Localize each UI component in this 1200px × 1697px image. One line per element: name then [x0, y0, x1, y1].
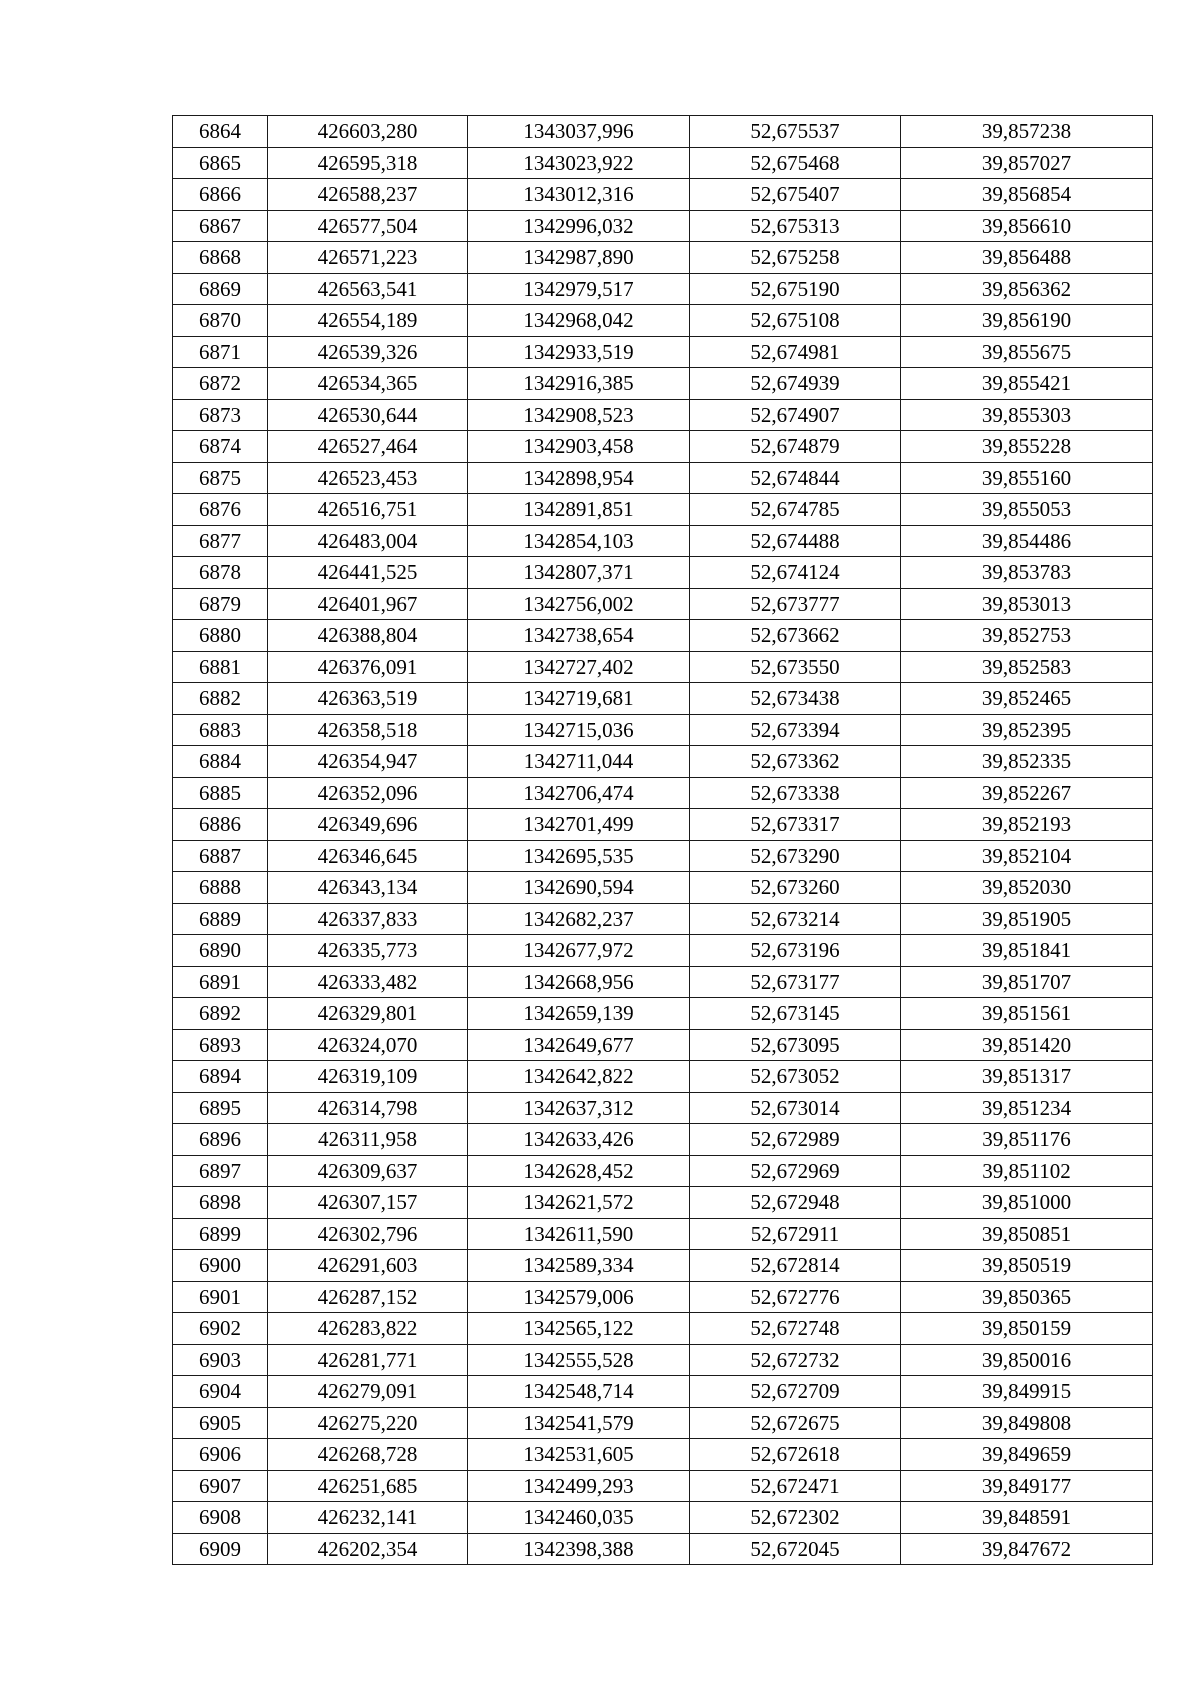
longitude-cell: 39,854486: [901, 525, 1153, 557]
point-number-cell: 6872: [173, 368, 268, 400]
y-coordinate-cell: 1342903,458: [468, 431, 690, 463]
x-coordinate-cell: 426352,096: [268, 777, 468, 809]
point-number-cell: 6889: [173, 903, 268, 935]
table-row: [173, 872, 1153, 904]
latitude-cell: 52,673662: [690, 620, 901, 652]
latitude-cell: 52,675468: [690, 147, 901, 179]
x-coordinate-cell: 426441,525: [268, 557, 468, 589]
table-row: [173, 1502, 1153, 1534]
latitude-cell: 52,672618: [690, 1439, 901, 1471]
y-coordinate-cell: 1342565,122: [468, 1313, 690, 1345]
longitude-cell: 39,851102: [901, 1155, 1153, 1187]
y-coordinate-cell: 1342898,954: [468, 462, 690, 494]
x-coordinate-cell: 426358,518: [268, 714, 468, 746]
point-number-cell: 6896: [173, 1124, 268, 1156]
y-coordinate-cell: 1342579,006: [468, 1281, 690, 1313]
y-coordinate-cell: 1342589,334: [468, 1250, 690, 1282]
x-coordinate-cell: 426523,453: [268, 462, 468, 494]
longitude-cell: 39,855053: [901, 494, 1153, 526]
x-coordinate-cell: 426314,798: [268, 1092, 468, 1124]
y-coordinate-cell: 1342642,822: [468, 1061, 690, 1093]
x-coordinate-cell: 426595,318: [268, 147, 468, 179]
point-number-cell: 6894: [173, 1061, 268, 1093]
point-number-cell: 6895: [173, 1092, 268, 1124]
x-coordinate-cell: 426335,773: [268, 935, 468, 967]
x-coordinate-cell: 426343,134: [268, 872, 468, 904]
longitude-cell: 39,852753: [901, 620, 1153, 652]
longitude-cell: 39,855160: [901, 462, 1153, 494]
latitude-cell: 52,675313: [690, 210, 901, 242]
latitude-cell: 52,672969: [690, 1155, 901, 1187]
longitude-cell: 39,849177: [901, 1470, 1153, 1502]
point-number-cell: 6899: [173, 1218, 268, 1250]
y-coordinate-cell: 1342916,385: [468, 368, 690, 400]
longitude-cell: 39,849659: [901, 1439, 1153, 1471]
latitude-cell: 52,673145: [690, 998, 901, 1030]
latitude-cell: 52,674124: [690, 557, 901, 589]
y-coordinate-cell: 1342531,605: [468, 1439, 690, 1471]
y-coordinate-cell: 1342541,579: [468, 1407, 690, 1439]
latitude-cell: 52,675407: [690, 179, 901, 211]
y-coordinate-cell: 1342499,293: [468, 1470, 690, 1502]
table-row: [173, 1218, 1153, 1250]
table-row: [173, 210, 1153, 242]
point-number-cell: 6902: [173, 1313, 268, 1345]
longitude-cell: 39,856854: [901, 179, 1153, 211]
latitude-cell: 52,674488: [690, 525, 901, 557]
point-number-cell: 6905: [173, 1407, 268, 1439]
point-number-cell: 6892: [173, 998, 268, 1030]
x-coordinate-cell: 426346,645: [268, 840, 468, 872]
x-coordinate-cell: 426354,947: [268, 746, 468, 778]
y-coordinate-cell: 1342649,677: [468, 1029, 690, 1061]
latitude-cell: 52,673290: [690, 840, 901, 872]
table-row: [173, 746, 1153, 778]
longitude-cell: 39,850851: [901, 1218, 1153, 1250]
point-number-cell: 6908: [173, 1502, 268, 1534]
table-row: [173, 777, 1153, 809]
x-coordinate-cell: 426539,326: [268, 336, 468, 368]
y-coordinate-cell: 1342908,523: [468, 399, 690, 431]
y-coordinate-cell: 1342968,042: [468, 305, 690, 337]
y-coordinate-cell: 1342695,535: [468, 840, 690, 872]
table-row: [173, 336, 1153, 368]
table-row: [173, 273, 1153, 305]
longitude-cell: 39,856610: [901, 210, 1153, 242]
point-number-cell: 6884: [173, 746, 268, 778]
x-coordinate-cell: 426319,109: [268, 1061, 468, 1093]
table-row: [173, 525, 1153, 557]
y-coordinate-cell: 1342979,517: [468, 273, 690, 305]
y-coordinate-cell: 1343023,922: [468, 147, 690, 179]
x-coordinate-cell: 426527,464: [268, 431, 468, 463]
y-coordinate-cell: 1342611,590: [468, 1218, 690, 1250]
latitude-cell: 52,673014: [690, 1092, 901, 1124]
point-number-cell: 6876: [173, 494, 268, 526]
table-row: [173, 1533, 1153, 1565]
y-coordinate-cell: 1342701,499: [468, 809, 690, 841]
point-number-cell: 6904: [173, 1376, 268, 1408]
point-number-cell: 6878: [173, 557, 268, 589]
point-number-cell: 6877: [173, 525, 268, 557]
point-number-cell: 6901: [173, 1281, 268, 1313]
longitude-cell: 39,850519: [901, 1250, 1153, 1282]
latitude-cell: 52,672709: [690, 1376, 901, 1408]
longitude-cell: 39,852030: [901, 872, 1153, 904]
y-coordinate-cell: 1342738,654: [468, 620, 690, 652]
y-coordinate-cell: 1342690,594: [468, 872, 690, 904]
y-coordinate-cell: 1342621,572: [468, 1187, 690, 1219]
y-coordinate-cell: 1342677,972: [468, 935, 690, 967]
y-coordinate-cell: 1342933,519: [468, 336, 690, 368]
x-coordinate-cell: 426279,091: [268, 1376, 468, 1408]
point-number-cell: 6870: [173, 305, 268, 337]
x-coordinate-cell: 426283,822: [268, 1313, 468, 1345]
longitude-cell: 39,852465: [901, 683, 1153, 715]
longitude-cell: 39,852267: [901, 777, 1153, 809]
table-row: [173, 1281, 1153, 1313]
x-coordinate-cell: 426388,804: [268, 620, 468, 652]
y-coordinate-cell: 1342727,402: [468, 651, 690, 683]
table-row: [173, 903, 1153, 935]
table-row: [173, 1439, 1153, 1471]
longitude-cell: 39,851561: [901, 998, 1153, 1030]
latitude-cell: 52,673394: [690, 714, 901, 746]
y-coordinate-cell: 1342668,956: [468, 966, 690, 998]
longitude-cell: 39,852395: [901, 714, 1153, 746]
longitude-cell: 39,851905: [901, 903, 1153, 935]
longitude-cell: 39,850159: [901, 1313, 1153, 1345]
longitude-cell: 39,856190: [901, 305, 1153, 337]
point-number-cell: 6886: [173, 809, 268, 841]
latitude-cell: 52,673095: [690, 1029, 901, 1061]
point-number-cell: 6906: [173, 1439, 268, 1471]
x-coordinate-cell: 426268,728: [268, 1439, 468, 1471]
point-number-cell: 6887: [173, 840, 268, 872]
table-row: [173, 368, 1153, 400]
longitude-cell: 39,851234: [901, 1092, 1153, 1124]
table-row: [173, 651, 1153, 683]
longitude-cell: 39,852104: [901, 840, 1153, 872]
x-coordinate-cell: 426275,220: [268, 1407, 468, 1439]
table-row: [173, 1124, 1153, 1156]
y-coordinate-cell: 1342398,388: [468, 1533, 690, 1565]
table-row: [173, 966, 1153, 998]
latitude-cell: 52,672732: [690, 1344, 901, 1376]
table-row: [173, 840, 1153, 872]
latitude-cell: 52,672911: [690, 1218, 901, 1250]
point-number-cell: 6891: [173, 966, 268, 998]
x-coordinate-cell: 426333,482: [268, 966, 468, 998]
latitude-cell: 52,673317: [690, 809, 901, 841]
table-row: [173, 1029, 1153, 1061]
point-number-cell: 6881: [173, 651, 268, 683]
x-coordinate-cell: 426302,796: [268, 1218, 468, 1250]
y-coordinate-cell: 1342987,890: [468, 242, 690, 274]
point-number-cell: 6898: [173, 1187, 268, 1219]
table-row: [173, 431, 1153, 463]
x-coordinate-cell: 426202,354: [268, 1533, 468, 1565]
point-number-cell: 6897: [173, 1155, 268, 1187]
longitude-cell: 39,855675: [901, 336, 1153, 368]
table-row: [173, 557, 1153, 589]
latitude-cell: 52,672471: [690, 1470, 901, 1502]
y-coordinate-cell: 1342854,103: [468, 525, 690, 557]
point-number-cell: 6885: [173, 777, 268, 809]
latitude-cell: 52,673550: [690, 651, 901, 683]
point-number-cell: 6907: [173, 1470, 268, 1502]
longitude-cell: 39,856362: [901, 273, 1153, 305]
longitude-cell: 39,850365: [901, 1281, 1153, 1313]
x-coordinate-cell: 426309,637: [268, 1155, 468, 1187]
x-coordinate-cell: 426291,603: [268, 1250, 468, 1282]
latitude-cell: 52,674879: [690, 431, 901, 463]
table-row: [173, 305, 1153, 337]
table-row: [173, 935, 1153, 967]
longitude-cell: 39,847672: [901, 1533, 1153, 1565]
longitude-cell: 39,851317: [901, 1061, 1153, 1093]
latitude-cell: 52,673052: [690, 1061, 901, 1093]
x-coordinate-cell: 426337,833: [268, 903, 468, 935]
table-row: [173, 1250, 1153, 1282]
table-row: [173, 1313, 1153, 1345]
longitude-cell: 39,855228: [901, 431, 1153, 463]
x-coordinate-cell: 426329,801: [268, 998, 468, 1030]
latitude-cell: 52,673260: [690, 872, 901, 904]
latitude-cell: 52,674981: [690, 336, 901, 368]
longitude-cell: 39,851841: [901, 935, 1153, 967]
x-coordinate-cell: 426603,280: [268, 116, 468, 148]
point-number-cell: 6882: [173, 683, 268, 715]
point-number-cell: 6866: [173, 179, 268, 211]
point-number-cell: 6883: [173, 714, 268, 746]
latitude-cell: 52,675537: [690, 116, 901, 148]
y-coordinate-cell: 1342719,681: [468, 683, 690, 715]
point-number-cell: 6893: [173, 1029, 268, 1061]
latitude-cell: 52,674907: [690, 399, 901, 431]
table-row: [173, 809, 1153, 841]
latitude-cell: 52,675108: [690, 305, 901, 337]
x-coordinate-cell: 426401,967: [268, 588, 468, 620]
x-coordinate-cell: 426324,070: [268, 1029, 468, 1061]
y-coordinate-cell: 1342628,452: [468, 1155, 690, 1187]
x-coordinate-cell: 426311,958: [268, 1124, 468, 1156]
longitude-cell: 39,852335: [901, 746, 1153, 778]
y-coordinate-cell: 1342548,714: [468, 1376, 690, 1408]
coordinates-table: [172, 115, 1153, 1565]
table-row: [173, 242, 1153, 274]
y-coordinate-cell: 1342715,036: [468, 714, 690, 746]
point-number-cell: 6869: [173, 273, 268, 305]
x-coordinate-cell: 426577,504: [268, 210, 468, 242]
x-coordinate-cell: 426307,157: [268, 1187, 468, 1219]
latitude-cell: 52,675258: [690, 242, 901, 274]
longitude-cell: 39,852193: [901, 809, 1153, 841]
point-number-cell: 6900: [173, 1250, 268, 1282]
longitude-cell: 39,853013: [901, 588, 1153, 620]
y-coordinate-cell: 1343012,316: [468, 179, 690, 211]
point-number-cell: 6903: [173, 1344, 268, 1376]
table-row: [173, 462, 1153, 494]
latitude-cell: 52,672748: [690, 1313, 901, 1345]
x-coordinate-cell: 426563,541: [268, 273, 468, 305]
longitude-cell: 39,849915: [901, 1376, 1153, 1408]
table-row: [173, 116, 1153, 148]
longitude-cell: 39,855421: [901, 368, 1153, 400]
table-row: [173, 1407, 1153, 1439]
table-row: [173, 179, 1153, 211]
table-row: [173, 1470, 1153, 1502]
point-number-cell: 6880: [173, 620, 268, 652]
latitude-cell: 52,674844: [690, 462, 901, 494]
point-number-cell: 6864: [173, 116, 268, 148]
y-coordinate-cell: 1342706,474: [468, 777, 690, 809]
latitude-cell: 52,675190: [690, 273, 901, 305]
x-coordinate-cell: 426588,237: [268, 179, 468, 211]
point-number-cell: 6909: [173, 1533, 268, 1565]
y-coordinate-cell: 1342637,312: [468, 1092, 690, 1124]
y-coordinate-cell: 1342460,035: [468, 1502, 690, 1534]
latitude-cell: 52,674939: [690, 368, 901, 400]
y-coordinate-cell: 1342756,002: [468, 588, 690, 620]
longitude-cell: 39,851176: [901, 1124, 1153, 1156]
latitude-cell: 52,672776: [690, 1281, 901, 1313]
latitude-cell: 52,673777: [690, 588, 901, 620]
point-number-cell: 6865: [173, 147, 268, 179]
x-coordinate-cell: 426376,091: [268, 651, 468, 683]
latitude-cell: 52,673338: [690, 777, 901, 809]
latitude-cell: 52,672989: [690, 1124, 901, 1156]
y-coordinate-cell: 1342682,237: [468, 903, 690, 935]
y-coordinate-cell: 1342659,139: [468, 998, 690, 1030]
longitude-cell: 39,848591: [901, 1502, 1153, 1534]
x-coordinate-cell: 426251,685: [268, 1470, 468, 1502]
point-number-cell: 6890: [173, 935, 268, 967]
table-row: [173, 1187, 1153, 1219]
x-coordinate-cell: 426232,141: [268, 1502, 468, 1534]
y-coordinate-cell: 1343037,996: [468, 116, 690, 148]
table-row: [173, 1061, 1153, 1093]
point-number-cell: 6873: [173, 399, 268, 431]
y-coordinate-cell: 1342807,371: [468, 557, 690, 589]
longitude-cell: 39,852583: [901, 651, 1153, 683]
latitude-cell: 52,672814: [690, 1250, 901, 1282]
latitude-cell: 52,672675: [690, 1407, 901, 1439]
x-coordinate-cell: 426363,519: [268, 683, 468, 715]
longitude-cell: 39,849808: [901, 1407, 1153, 1439]
x-coordinate-cell: 426287,152: [268, 1281, 468, 1313]
table-row: [173, 683, 1153, 715]
table-row: [173, 620, 1153, 652]
point-number-cell: 6871: [173, 336, 268, 368]
y-coordinate-cell: 1342555,528: [468, 1344, 690, 1376]
table-row: [173, 998, 1153, 1030]
coordinates-table-body: [173, 116, 1153, 1565]
x-coordinate-cell: 426554,189: [268, 305, 468, 337]
latitude-cell: 52,674785: [690, 494, 901, 526]
x-coordinate-cell: 426281,771: [268, 1344, 468, 1376]
longitude-cell: 39,851420: [901, 1029, 1153, 1061]
longitude-cell: 39,857238: [901, 116, 1153, 148]
longitude-cell: 39,851707: [901, 966, 1153, 998]
latitude-cell: 52,672045: [690, 1533, 901, 1565]
x-coordinate-cell: 426530,644: [268, 399, 468, 431]
longitude-cell: 39,857027: [901, 147, 1153, 179]
point-number-cell: 6888: [173, 872, 268, 904]
x-coordinate-cell: 426483,004: [268, 525, 468, 557]
latitude-cell: 52,673177: [690, 966, 901, 998]
latitude-cell: 52,673362: [690, 746, 901, 778]
x-coordinate-cell: 426349,696: [268, 809, 468, 841]
table-row: [173, 588, 1153, 620]
table-row: [173, 399, 1153, 431]
y-coordinate-cell: 1342633,426: [468, 1124, 690, 1156]
longitude-cell: 39,850016: [901, 1344, 1153, 1376]
point-number-cell: 6875: [173, 462, 268, 494]
table-row: [173, 714, 1153, 746]
point-number-cell: 6874: [173, 431, 268, 463]
longitude-cell: 39,855303: [901, 399, 1153, 431]
latitude-cell: 52,673214: [690, 903, 901, 935]
latitude-cell: 52,673438: [690, 683, 901, 715]
longitude-cell: 39,856488: [901, 242, 1153, 274]
table-row: [173, 1344, 1153, 1376]
y-coordinate-cell: 1342996,032: [468, 210, 690, 242]
longitude-cell: 39,853783: [901, 557, 1153, 589]
point-number-cell: 6879: [173, 588, 268, 620]
x-coordinate-cell: 426516,751: [268, 494, 468, 526]
table-row: [173, 1092, 1153, 1124]
y-coordinate-cell: 1342711,044: [468, 746, 690, 778]
point-number-cell: 6868: [173, 242, 268, 274]
table-row: [173, 1376, 1153, 1408]
x-coordinate-cell: 426534,365: [268, 368, 468, 400]
longitude-cell: 39,851000: [901, 1187, 1153, 1219]
x-coordinate-cell: 426571,223: [268, 242, 468, 274]
table-row: [173, 147, 1153, 179]
point-number-cell: 6867: [173, 210, 268, 242]
latitude-cell: 52,672302: [690, 1502, 901, 1534]
table-row: [173, 494, 1153, 526]
table-row: [173, 1155, 1153, 1187]
y-coordinate-cell: 1342891,851: [468, 494, 690, 526]
latitude-cell: 52,673196: [690, 935, 901, 967]
latitude-cell: 52,672948: [690, 1187, 901, 1219]
